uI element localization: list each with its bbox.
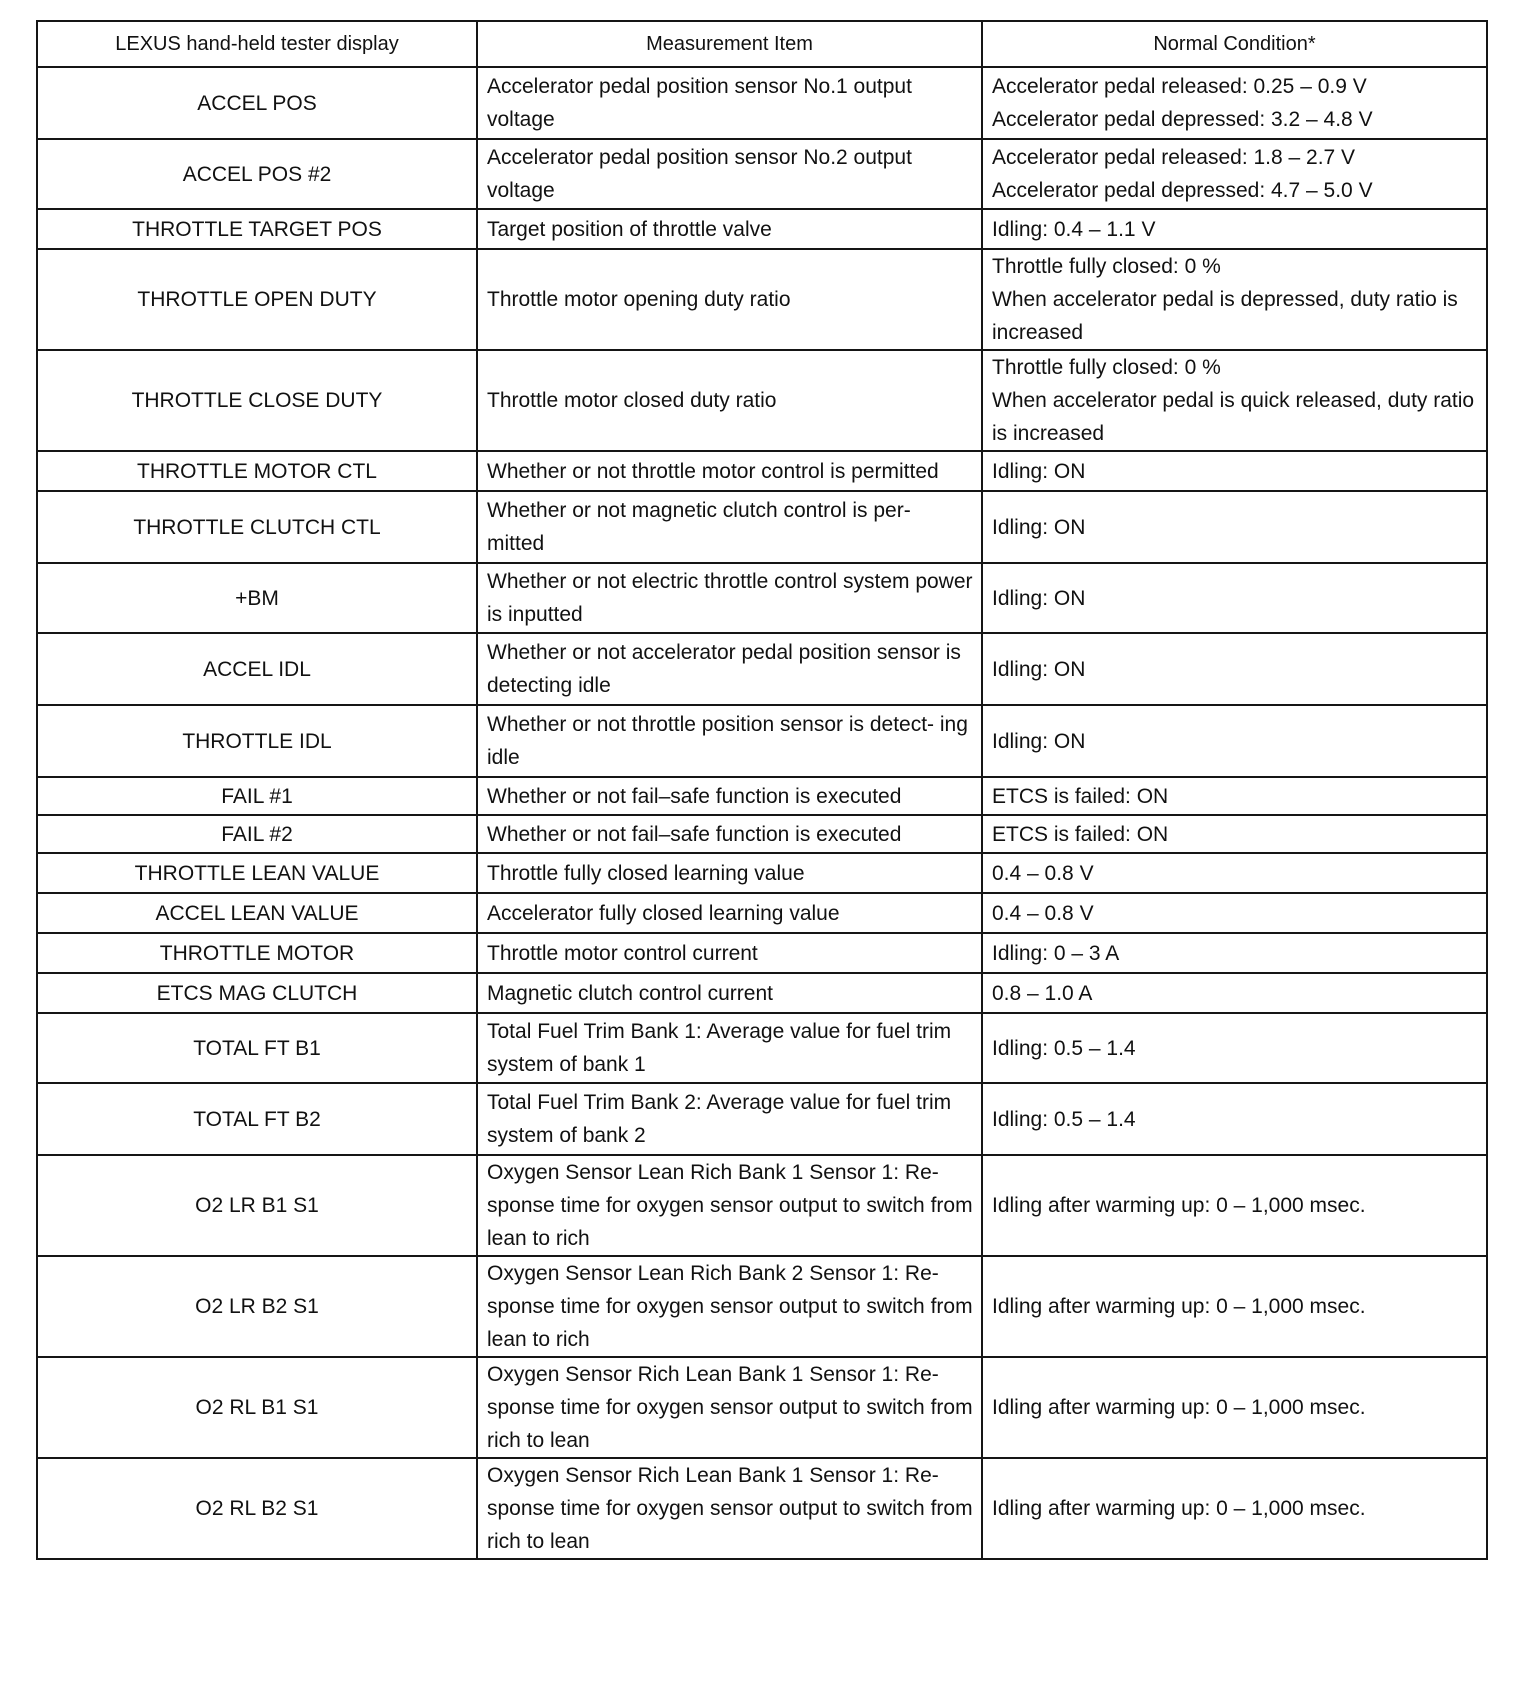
measurement-item-cell: Whether or not electric throttle control system power is inputted — [477, 563, 982, 633]
tester-display-cell: ACCEL IDL — [37, 633, 477, 705]
tester-display-cell: THROTTLE TARGET POS — [37, 209, 477, 249]
condition-line: Idling after warming up: 0 – 1,000 msec. — [992, 1295, 1366, 1318]
condition-line: Accelerator pedal depressed: 3.2 – 4.8 V — [992, 108, 1373, 131]
normal-condition-cell — [982, 853, 1487, 893]
normal-condition-cell — [982, 1013, 1487, 1083]
normal-condition-cell — [982, 491, 1487, 563]
normal-condition-cell — [982, 1155, 1487, 1256]
tester-display-cell: THROTTLE MOTOR — [37, 933, 477, 973]
table-row — [37, 350, 1487, 451]
header-normal-condition: Normal Condition* — [982, 21, 1487, 67]
normal-condition-cell — [982, 350, 1487, 451]
normal-condition-cell — [982, 249, 1487, 350]
condition-line: Accelerator pedal released: 1.8 – 2.7 V — [992, 146, 1356, 169]
table-row — [37, 451, 1487, 491]
measurement-item-cell: Whether or not accelerator pedal position sensor is detecting idle — [477, 633, 982, 705]
condition-line: Idling after warming up: 0 – 1,000 msec. — [992, 1396, 1366, 1419]
condition-line: Throttle fully closed: 0 % — [992, 255, 1221, 278]
tester-display-cell: O2 RL B2 S1 — [37, 1458, 477, 1559]
tester-display-cell: O2 LR B1 S1 — [37, 1155, 477, 1256]
header-tester-display: LEXUS hand-held tester display — [37, 21, 477, 67]
tester-display-cell: THROTTLE CLOSE DUTY — [37, 350, 477, 451]
normal-condition-cell — [982, 1256, 1487, 1357]
measurement-item-cell: Throttle fully closed learning value — [477, 853, 982, 893]
measurement-item-cell: Target position of throttle valve — [477, 209, 982, 249]
tester-display-cell: THROTTLE LEAN VALUE — [37, 853, 477, 893]
table-row — [37, 815, 1487, 853]
table-row — [37, 209, 1487, 249]
header-row — [37, 21, 1487, 67]
table-row — [37, 933, 1487, 973]
table-row — [37, 563, 1487, 633]
normal-condition-cell — [982, 633, 1487, 705]
condition-line: ETCS is failed: ON — [992, 784, 1169, 808]
condition-line: 0.8 – 1.0 A — [992, 981, 1093, 1005]
condition-line: Idling: 0.5 – 1.4 — [992, 1107, 1136, 1131]
measurement-item-cell: Whether or not magnetic clutch control is per- mitted — [477, 491, 982, 563]
tester-display-cell: THROTTLE IDL — [37, 705, 477, 777]
data-list-table — [36, 20, 1488, 1560]
condition-line: Idling: 0.4 – 1.1 V — [992, 217, 1156, 241]
normal-condition-cell — [982, 815, 1487, 853]
measurement-item-cell: Total Fuel Trim Bank 2: Average value for fuel trim system of bank 2 — [477, 1083, 982, 1155]
normal-condition-cell — [982, 777, 1487, 815]
condition-line: Idling: ON — [992, 459, 1086, 483]
condition-line: Accelerator pedal released: 0.25 – 0.9 V — [992, 75, 1367, 98]
tester-display-cell: ACCEL POS — [37, 67, 477, 139]
tester-display-cell: FAIL #2 — [37, 815, 477, 853]
normal-condition-cell — [982, 563, 1487, 633]
normal-condition-cell — [982, 1357, 1487, 1458]
normal-condition-cell — [982, 705, 1487, 777]
measurement-item-cell: Whether or not fail–safe function is executed — [477, 777, 982, 815]
normal-condition-cell — [982, 451, 1487, 491]
table-row — [37, 491, 1487, 563]
measurement-item-cell: Whether or not throttle position sensor is detect- ing idle — [477, 705, 982, 777]
measurement-item-cell: Throttle motor closed duty ratio — [477, 350, 982, 451]
condition-line: Idling after warming up: 0 – 1,000 msec. — [992, 1497, 1366, 1520]
measurement-item-cell: Accelerator fully closed learning value — [477, 893, 982, 933]
tester-display-cell: TOTAL FT B2 — [37, 1083, 477, 1155]
table-row — [37, 1458, 1487, 1559]
measurement-item-cell: Throttle motor control current — [477, 933, 982, 973]
normal-condition-cell — [982, 1458, 1487, 1559]
table-row — [37, 893, 1487, 933]
measurement-item-cell: Accelerator pedal position sensor No.1 output voltage — [477, 67, 982, 139]
tester-display-cell: ACCEL LEAN VALUE — [37, 893, 477, 933]
normal-condition-cell — [982, 67, 1487, 139]
normal-condition-cell — [982, 973, 1487, 1013]
tester-display-cell: THROTTLE MOTOR CTL — [37, 451, 477, 491]
table-row — [37, 139, 1487, 209]
condition-line: Idling: ON — [992, 657, 1086, 681]
condition-line: Throttle fully closed: 0 % — [992, 356, 1221, 379]
tester-display-cell: O2 LR B2 S1 — [37, 1256, 477, 1357]
condition-line: 0.4 – 0.8 V — [992, 861, 1094, 885]
condition-line: Idling: ON — [992, 515, 1086, 539]
table-header — [37, 21, 1487, 67]
condition-line: Accelerator pedal depressed: 4.7 – 5.0 V — [992, 179, 1373, 202]
condition-line: When accelerator pedal is quick released, duty ratio is increased — [992, 389, 1475, 445]
measurement-item-cell: Oxygen Sensor Lean Rich Bank 2 Sensor 1: Re- sponse time for oxygen sensor output to switch from lean to rich — [477, 1256, 982, 1357]
normal-condition-cell — [982, 1083, 1487, 1155]
measurement-item-cell: Oxygen Sensor Rich Lean Bank 1 Sensor 1: Re- sponse time for oxygen sensor output to switch from rich to lean — [477, 1458, 982, 1559]
measurement-item-cell: Whether or not fail–safe function is executed — [477, 815, 982, 853]
table-row — [37, 249, 1487, 350]
table-row — [37, 1357, 1487, 1458]
tester-display-cell: THROTTLE OPEN DUTY — [37, 249, 477, 350]
condition-line: ETCS is failed: ON — [992, 822, 1169, 846]
tester-display-cell: TOTAL FT B1 — [37, 1013, 477, 1083]
header-measurement-item: Measurement Item — [477, 21, 982, 67]
table-row — [37, 705, 1487, 777]
normal-condition-cell — [982, 933, 1487, 973]
condition-line: 0.4 – 0.8 V — [992, 901, 1094, 925]
table-row — [37, 777, 1487, 815]
table-row — [37, 973, 1487, 1013]
tester-display-cell: FAIL #1 — [37, 777, 477, 815]
tester-display-cell: O2 RL B1 S1 — [37, 1357, 477, 1458]
table-row — [37, 633, 1487, 705]
normal-condition-cell — [982, 139, 1487, 209]
table-row — [37, 67, 1487, 139]
table-row — [37, 1013, 1487, 1083]
tester-display-cell: THROTTLE CLUTCH CTL — [37, 491, 477, 563]
table-row — [37, 1155, 1487, 1256]
condition-line: Idling after warming up: 0 – 1,000 msec. — [992, 1194, 1366, 1217]
table-row — [37, 1256, 1487, 1357]
table-row — [37, 853, 1487, 893]
condition-line: When accelerator pedal is depressed, duty ratio is increased — [992, 288, 1458, 344]
table-row — [37, 1083, 1487, 1155]
normal-condition-cell — [982, 893, 1487, 933]
measurement-item-cell: Throttle motor opening duty ratio — [477, 249, 982, 350]
measurement-item-cell: Oxygen Sensor Rich Lean Bank 1 Sensor 1: Re- sponse time for oxygen sensor output to switch from rich to lean — [477, 1357, 982, 1458]
measurement-item-cell: Total Fuel Trim Bank 1: Average value for fuel trim system of bank 1 — [477, 1013, 982, 1083]
tester-display-cell: +BM — [37, 563, 477, 633]
condition-line: Idling: ON — [992, 586, 1086, 610]
measurement-item-cell: Magnetic clutch control current — [477, 973, 982, 1013]
tester-display-cell: ETCS MAG CLUTCH — [37, 973, 477, 1013]
condition-line: Idling: 0 – 3 A — [992, 941, 1120, 965]
condition-line: Idling: ON — [992, 729, 1086, 753]
measurement-item-cell: Oxygen Sensor Lean Rich Bank 1 Sensor 1: Re- sponse time for oxygen sensor output to switch from lean to rich — [477, 1155, 982, 1256]
measurement-item-cell: Whether or not throttle motor control is permitted — [477, 451, 982, 491]
table-body — [37, 67, 1487, 1559]
document-page — [36, 20, 1486, 1560]
condition-line: Idling: 0.5 – 1.4 — [992, 1036, 1136, 1060]
measurement-item-cell: Accelerator pedal position sensor No.2 output voltage — [477, 139, 982, 209]
normal-condition-cell — [982, 209, 1487, 249]
tester-display-cell: ACCEL POS #2 — [37, 139, 477, 209]
